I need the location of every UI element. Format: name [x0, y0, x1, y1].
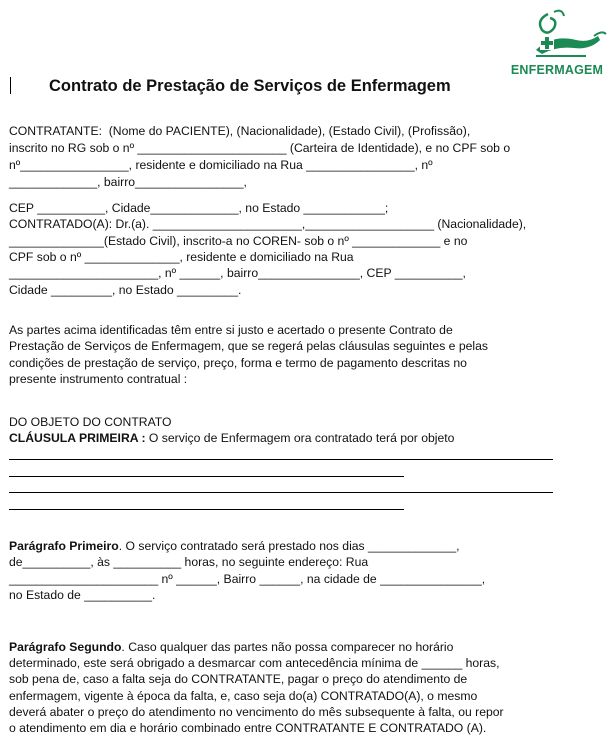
- text-line: _____________, bairro________________,: [9, 175, 247, 189]
- paragraph-line: no Estado de __________.: [9, 588, 156, 602]
- paragraph-line: [9, 538, 460, 554]
- text-line: Prestação de Serviços de Enfermagem, que se regerá pelas cláusulas seguintes e pelas: [9, 339, 488, 353]
- blank-line: [9, 476, 404, 477]
- blank-line: [9, 459, 553, 460]
- paragraph-line: [9, 639, 453, 655]
- text-line: inscrito no RG sob o nº ______________________ (Carteira de Identidade), e no CPF sob o: [9, 141, 511, 155]
- blank-line: [9, 492, 553, 493]
- enfermagem-logo: [506, 6, 608, 80]
- paragraph-label: Parágrafo Segundo: [9, 640, 122, 654]
- text-cursor: [10, 77, 11, 94]
- paragraph-line: enfermagem, vigente à época da falta, e, caso seja do(a) CONTRATADO(A), o mesmo: [9, 689, 478, 703]
- paragraph-line: deverá abater o preço do atendimento no vencimento do mês subsequente à falta, ou repor: [9, 705, 504, 719]
- clause-line: [9, 430, 454, 446]
- clause-label: CLÁUSULA PRIMEIRA :: [9, 431, 146, 445]
- text-line: ______________________, nº ______, bairro_______________, CEP __________,: [9, 266, 466, 280]
- blank-line: [9, 509, 404, 510]
- text-line: As partes acima identificadas têm entre si justo e acertado o presente Contrato de: [9, 323, 453, 337]
- clause-text: O serviço de Enfermagem ora contratado terá por objeto: [145, 431, 455, 445]
- paragraph-line: de__________, às __________ horas, no seguinte endereço: Rua: [9, 555, 369, 569]
- document-title: Contrato de Prestação de Serviços de Enfermagem: [49, 77, 451, 95]
- text-line: presente instrumento contratual :: [9, 372, 188, 386]
- section-heading: DO OBJETO DO CONTRATO: [9, 415, 172, 429]
- text-line: ______________(Estado Civil), inscrito-a no COREN- sob o nº _____________ e no: [9, 234, 468, 248]
- paragraph-label: Parágrafo Primeiro: [9, 539, 119, 553]
- nursing-lamp-icon: [506, 6, 608, 62]
- paragraph-text: . Caso qualquer das partes não possa comparecer no horário: [121, 640, 454, 654]
- text-line: CPF sob o nº ______________, residente e domiciliado na Rua: [9, 250, 354, 264]
- text-line: CEP __________, Cidade_____________, no Estado ____________;: [9, 201, 389, 215]
- paragraph-line: o atendimento em dia e horário combinado entre CONTRATANTE E CONTRATADO (A).: [9, 721, 487, 735]
- paragraph-line: determinado, este será obrigado a desmarcar com antecedência mínima de ______ horas,: [9, 656, 500, 670]
- paragraph-line: sob pena de, caso a falta seja do CONTRATANTE, pagar o preço do atendimento de: [9, 672, 468, 686]
- text-line: nº________________, residente e domiciliado na Rua ________________, nº: [9, 158, 433, 172]
- logo-text: ENFERMAGEM: [510, 63, 604, 77]
- text-line: CONTRATADO(A): Dr.(a). ______________________,___________________ (Nacionalidade),: [9, 217, 527, 231]
- paragraph-text: . O serviço contratado será prestado nos dias _____________,: [118, 539, 460, 553]
- text-line: Cidade _________, no Estado _________.: [9, 283, 242, 297]
- paragraph-line: ______________________ nº ______, Bairro ______, na cidade de _______________,: [9, 572, 486, 586]
- text-line: CONTRATANTE: (Nome do PACIENTE), (Nacionalidade), (Estado Civil), (Profissão),: [9, 124, 471, 138]
- text-line: condições de prestação de serviço, preço, forma e termo de pagamento descritas no: [9, 356, 467, 370]
